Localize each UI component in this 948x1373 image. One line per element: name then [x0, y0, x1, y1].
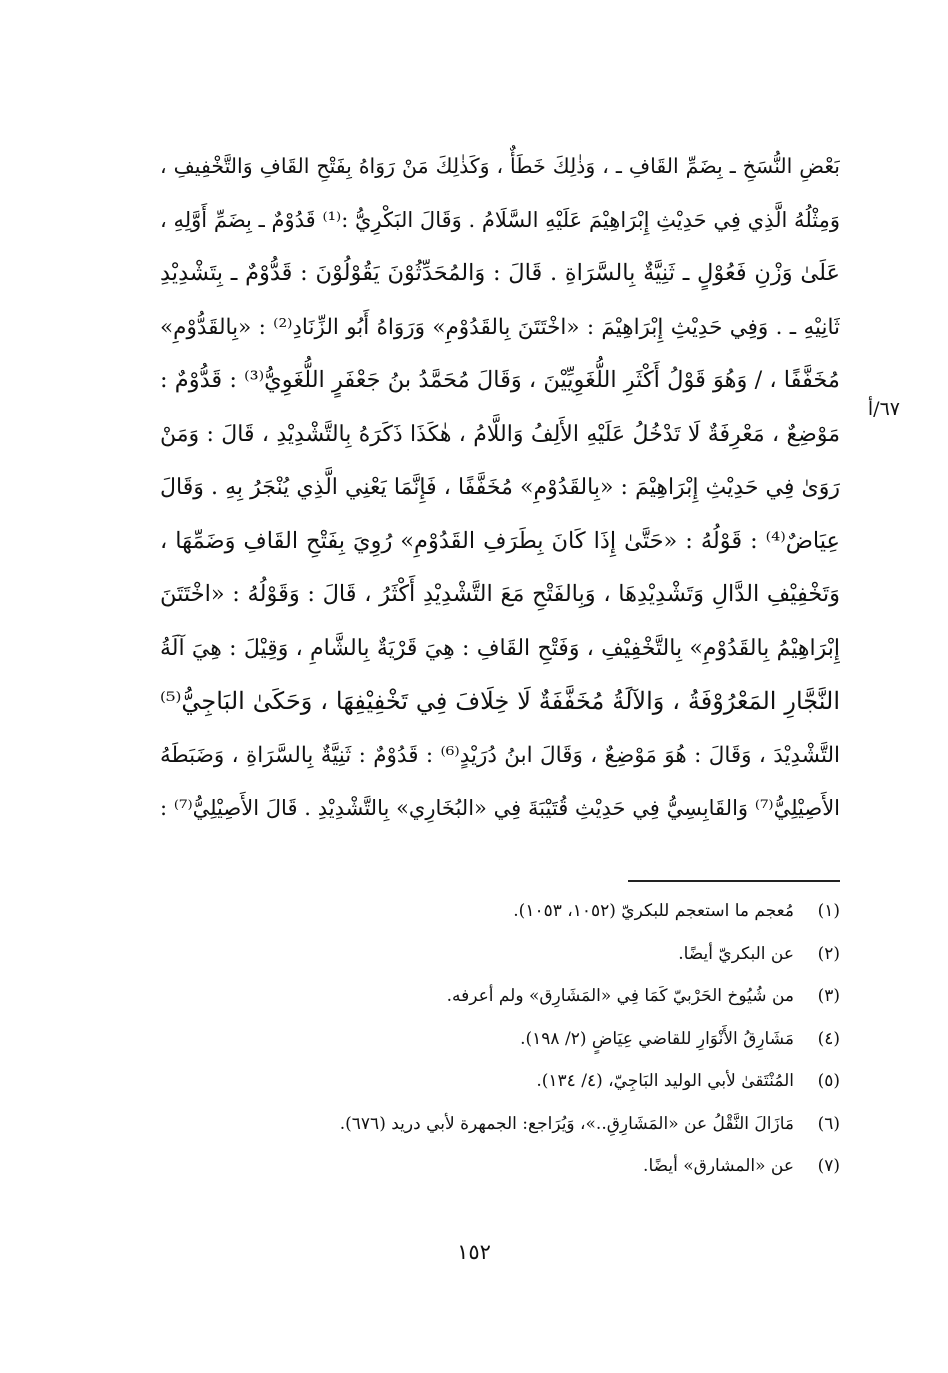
- footnote-number: (٢): [817, 943, 840, 964]
- footnote-text: عن البكريّ أيضًا.: [678, 943, 794, 964]
- footnote-separator: [628, 880, 840, 882]
- footnote-item: [160, 1060, 840, 1103]
- text-line: النَّجَّارِ المَعْرُوْفَةُ ، وَالآلَةُ مُخَفَّفَةٌ لَا خِلَافَ فِي تَخْفِيْفِهَا ، وَحَكَىٰ البَاجِيُّ⁽⁵⁾: [160, 687, 840, 715]
- text-line: مَوْضِعٌ ، مَعْرِفَةٌ لَا تَدْخُلُ عَلَيْهِ الأَلِفُ وَاللَّامُ ، هٰكَذَا ذَكَرَهُ بِالتَّشْدِيْدِ ، قَالَ : وَمَنْ: [160, 421, 840, 447]
- footnote-number: (١): [817, 901, 840, 921]
- text-line: وَتَخْفِيْفِ الدَّالِ وَتَشْدِيْدِهَا ، وَبِالفَتْحِ مَعَ التَّشْدِيْدِ أَكْثَرُ ، قَالَ : وَقَوْلُهُ : «اخْتَتَنَ: [160, 581, 840, 607]
- text-line: الأَصِيْلِيُّ⁽⁷⁾ وَالقَابِسِيُّ فِي حَدِيْثِ قُتَيْبَةَ فِي «البُخَارِي» بِالتَّشْدِيْدِ . قَالَ الأَصِيْلِيُّ⁽⁷⁾ :: [160, 796, 840, 820]
- text-line: إِبْرَاهِيْمُ بِالقَدُوْمِ» بِالتَّخْفِيْفِ ، وَفَتْحِ القَافِ : هِيَ قَرْيَةٌ بِالشَّامِ ، وَقِيْلَ : هِيَ آلَةُ: [160, 635, 840, 661]
- text-line: عِيَاضٌ⁽⁴⁾ : قَوْلُهُ : «حَتَّىٰ إِذَا كَانَ بِطَرَفِ القَدُوْمِ» رُوِيَ بِفَتْحِ القَافِ وَضَمِّهَا ،: [160, 527, 840, 554]
- footnote-number: (٦): [817, 1113, 840, 1134]
- footnote-text: المُنْتَقىٰ لأبي الوليد البَاجِيّ، (٤/ ١٣٤).: [536, 1071, 794, 1091]
- footnote-item: [160, 1145, 840, 1188]
- text-line: التَّشْدِيْدَ ، وَقَالَ : هُوَ مَوْضِعٌ ، وَقَالَ ابنُ دُرَيْدٍ⁽⁶⁾ : قَدُوْمٌ : ثَنِيَّةٌ بِالسَّرَاةِ ، وَضَبَطَهُ: [160, 742, 840, 768]
- footnote-number: (٧): [817, 1156, 840, 1176]
- text-line: رَوَىٰ فِي حَدِيْثِ إِبْرَاهِيْمَ : «بِالقَدُوْمِ» مُخَفَّفًا ، فَإِنَّمَا يَعْنِي الَّذِي يُنْجَرُ بِهِ . وَقَالَ: [160, 475, 840, 500]
- footnote-text: مَازَالَ النَّقْلُ عن «المَشَارِقِ..»، وَيُرَاجع: الجمهرة لأبي دريد (٦٧٦).: [339, 1113, 794, 1134]
- text-line: بَعْضِ النُّسَخِ ـ بِضَمِّ القَافِ ـ ، وَذٰلِكَ خَطَأٌ ، وَكَذٰلِكَ مَنْ رَوَاهُ بِفَتْحِ القَافِ وَالتَّخْفِيفِ ،: [160, 154, 840, 178]
- text-line: وَمِثْلُهُ الَّذِي فِي حَدِيْثِ إِبْرَاهِيْمَ عَلَيْهِ السَّلَامُ . وَقَالَ البَكْرِيُّ :⁽¹⁾ قَدُوْمٌ ـ بِضَمِّ أَوَّلِهِ ،: [160, 207, 840, 232]
- footnote-text: مَشَارِقُ الأَنْوَارِ للقاضي عِيَاضٍ (٢/ ١٩٨).: [520, 1028, 794, 1049]
- footnotes: [160, 890, 840, 1188]
- manuscript-folio-marker: ٦٧/أ: [867, 398, 900, 420]
- text-line: عَلَىٰ وَزْنِ فَعُوْلٍ ـ ثَنِيَّةٌ بِالسَّرَاةِ . قَالَ : وَالمُحَدِّثُوْنَ يَقُوْلُوْنَ : قَدُّوْمٌ ـ بِتَشْدِيْدِ: [160, 260, 840, 286]
- footnote-text: من شُيُوخ الحَرْبيّ كَمَا فِي «المَشَارِق» ولم أعرفه.: [446, 986, 794, 1006]
- footnote-text: عن «المشارق» أيضًا.: [643, 1156, 794, 1176]
- footnote-item: [160, 1018, 840, 1061]
- footnote-text: مُعجم ما استعجم للبكريّ (١٠٥٢، ١٠٥٣).: [513, 901, 794, 921]
- footnote-item: [160, 933, 840, 976]
- footnote-number: (٤): [817, 1028, 840, 1049]
- footnote-item: [160, 890, 840, 933]
- footnote-item: [160, 1103, 840, 1146]
- footnote-number: (٣): [817, 986, 840, 1006]
- page-number: ١٥٢: [457, 1240, 491, 1264]
- text-line: ثَانِيْهِ ـ . وَفِي حَدِيْثِ إِبْرَاهِيْمَ : «اخْتَتَنَ بِالقَدُوْمِ» وَرَوَاهُ أَبُو الزِّنَادِ⁽²⁾ : «بِالقَدُّوْمِ»: [160, 314, 840, 340]
- text-line: مُخَفَّفًا ، / وَهُوَ قَوْلُ أَكْثَرِ اللُّغَوِيِّيْنَ ، وَقَالَ مُحَمَّدُ بنُ جَعْفَرٍ اللُّغَوِيُّ⁽³⁾ : قَدُّوْمٌ :: [160, 367, 840, 393]
- footnote-number: (٥): [817, 1071, 840, 1091]
- footnote-item: [160, 975, 840, 1018]
- main-text: [160, 140, 840, 836]
